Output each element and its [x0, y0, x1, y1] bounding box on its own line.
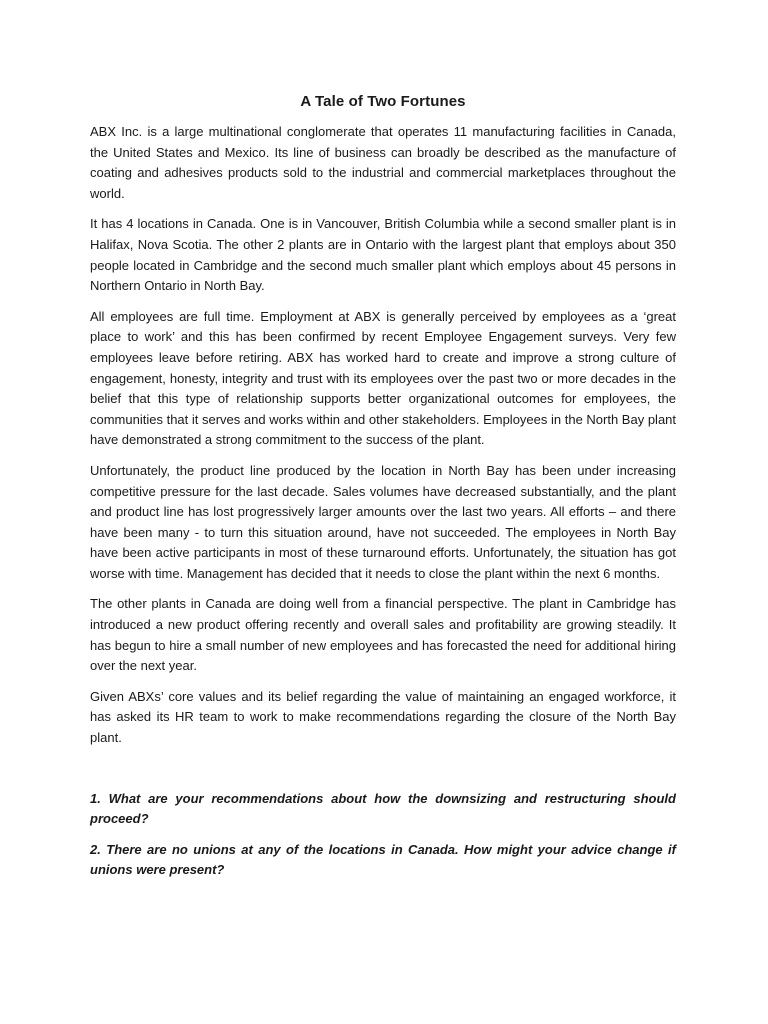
- paragraph-company-overview: ABX Inc. is a large multinational conglomerate that operates 11 manufacturing facilities in Canada, the United States and Mexico. Its line of business can broadly be described as the manufacture of coating and adhesives products sold to the industrial and commercial marketplaces throughout the world.: [90, 124, 676, 201]
- paragraph-north-bay-decline: Unfortunately, the product line produced by the location in North Bay has been under increasing competitive pressure for the last decade. Sales volumes have decreased substantially, and the plant and product line has lost progressively larger amounts over the last two years. All efforts – and there have been many - to turn this situation around, have not succeeded. The employees in North Bay have been active participants in most of these turnaround efforts. Unfortunately, the situation has got worse with time. Management has decided that it needs to close the plant within the next 6 months.: [90, 462, 676, 581]
- question-2: 2. There are no unions at any of the locations in Canada. How might your advice change if unions were present?: [90, 841, 676, 878]
- paragraph-employee-culture: All employees are full time. Employment at ABX is generally perceived by employees as a ‘great place to work’ and this has been confirmed by recent Employee Engagement surveys. Very few employees leave before retiring. ABX has worked hard to create and improve a strong culture of engagement, honesty, integrity and trust with its employees over the past two or more decades in the belief that this type of relationship supports better organizational outcomes for employees, the communities that it serves and works within and other stakeholders. Employees in the North Bay plant have demonstrated a strong commitment to the success of the plant.: [90, 308, 677, 448]
- question-1: 1. What are your recommendations about how the downsizing and restructuring should proceed?: [90, 790, 676, 827]
- paragraph-canada-locations: It has 4 locations in Canada. One is in Vancouver, British Columbia while a second smaller plant is in Halifax, Nova Scotia. The other 2 plants are in Ontario with the largest plant that employs about 350 people located in Cambridge and the second much smaller plant which employs about 45 persons in Northern Ontario in North Bay.: [90, 216, 676, 294]
- document-page: [90, 92, 676, 891]
- document-title: A Tale of Two Fortunes: [300, 93, 466, 110]
- paragraph-hr-request: Given ABXs’ core values and its belief regarding the value of maintaining an engaged workforce, it has asked its HR team to work to make recommendations regarding the closure of the North Bay plant.: [90, 688, 676, 746]
- paragraph-other-plants: The other plants in Canada are doing well from a financial perspective. The plant in Cambridge has introduced a new product offering recently and overall sales and profitability are growing steadily. It has begun to hire a small number of new employees and has forecasted the need for additional hiring over the next year.: [90, 596, 676, 674]
- section-spacer: [90, 759, 676, 789]
